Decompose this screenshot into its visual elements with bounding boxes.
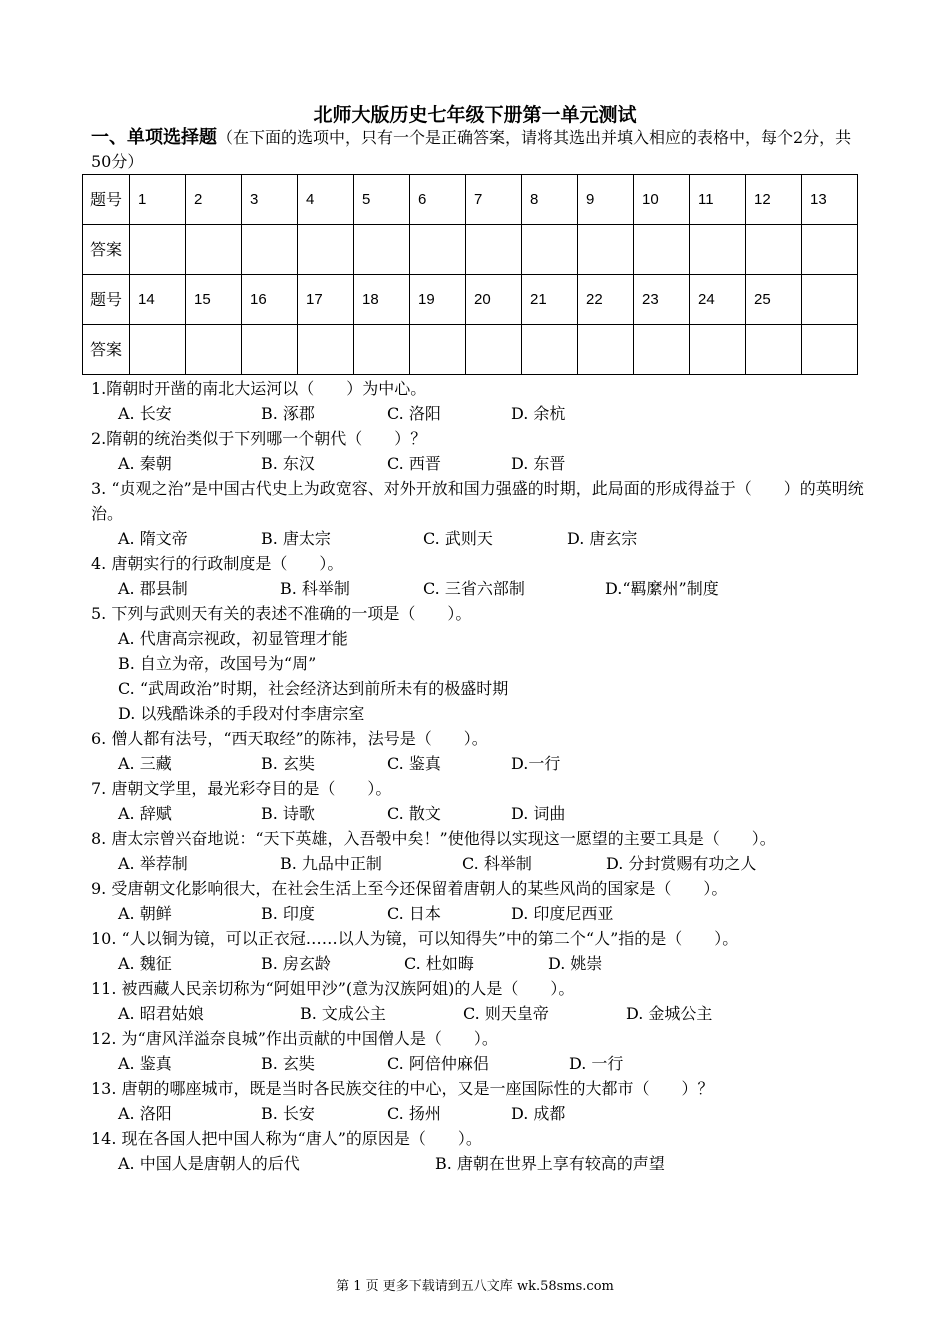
question-number-cell: 5 (354, 175, 410, 225)
question-number-cell: 7 (466, 175, 522, 225)
option: D. 金城公主 (626, 1004, 713, 1023)
options-2 (91, 451, 871, 476)
question-number-cell: 3 (242, 175, 298, 225)
options-1 (91, 401, 871, 426)
answer-cell[interactable] (522, 225, 578, 275)
option: D. 余杭 (511, 404, 566, 423)
question-12: 12. 为“唐风洋溢奈良城”作出贡献的中国僧人是（ ）。 (91, 1029, 498, 1048)
answer-row (83, 325, 858, 375)
answer-cell[interactable] (298, 225, 354, 275)
question-14: 14. 现在各国人把中国人称为“唐人”的原因是（ ）。 (91, 1129, 482, 1148)
option: B. 唐朝在世界上享有较高的声望 (435, 1154, 665, 1173)
question-6: 6. 僧人都有法号，“西天取经”的陈祎，法号是（ ）。 (91, 729, 488, 748)
option: C. 散文 (387, 804, 441, 823)
question-number-header: 题号 (83, 175, 130, 225)
answer-cell[interactable] (634, 325, 690, 375)
options-12 (91, 1051, 871, 1076)
question-3: 3. “贞观之治”是中国古代史上为政宽容、对外开放和国力强盛的时期，此局面的形成得益于（ ）的英明统治。 (91, 479, 864, 523)
page-title: 北师大版历史七年级下册第一单元测试 (313, 104, 637, 126)
option: B. 科举制 (280, 579, 350, 598)
question-number-header: 题号 (83, 275, 130, 325)
options-3 (91, 526, 871, 551)
option: A. 朝鲜 (118, 904, 172, 923)
option: D. 唐玄宗 (567, 529, 638, 548)
answer-cell[interactable] (298, 325, 354, 375)
question-number-cell: 10 (634, 175, 690, 225)
question-number-cell: 13 (802, 175, 858, 225)
question-number-cell: 18 (354, 275, 410, 325)
question-13: 13. 唐朝的哪座城市，既是当时各民族交往的中心，又是一座国际性的大都市（ ）？ (91, 1079, 714, 1098)
options-6 (91, 751, 871, 776)
option: D. 姚崇 (548, 954, 603, 973)
question-8: 8. 唐太宗曾兴奋地说：“天下英雄，入吾彀中矣！”使他得以实现这一愿望的主要工具是（ ）。 (91, 829, 776, 848)
option: D. 一行 (569, 1054, 624, 1073)
question-number-cell: 4 (298, 175, 354, 225)
answer-cell[interactable] (186, 225, 242, 275)
option: A. 代唐高宗视政，初显管理才能 (118, 629, 348, 648)
answer-cell[interactable] (802, 325, 858, 375)
option: B. 涿郡 (261, 404, 315, 423)
option: C. 阿倍仲麻侣 (387, 1054, 489, 1073)
question-number-row (83, 175, 858, 225)
question-number-cell: 24 (690, 275, 746, 325)
option: C. 扬州 (387, 1104, 441, 1123)
answer-cell[interactable] (354, 325, 410, 375)
question-5: 5. 下列与武则天有关的表述不准确的一项是（ ）。 (91, 604, 472, 623)
option: B. 东汉 (261, 454, 315, 473)
question-2: 2.隋朝的统治类似于下列哪一个朝代（ ）？ (91, 429, 427, 448)
option: B. 长安 (261, 1104, 315, 1123)
question-list (91, 376, 871, 1176)
option: A. 昭君姑娘 (118, 1004, 204, 1023)
answer-header: 答案 (83, 325, 130, 375)
question-number-cell: 23 (634, 275, 690, 325)
option: A. 魏征 (118, 954, 172, 973)
question-number-cell (802, 275, 858, 325)
option: B. 房玄龄 (261, 954, 331, 973)
option: D. 以残酷诛杀的手段对付李唐宗室 (118, 704, 365, 723)
answer-cell[interactable] (410, 325, 466, 375)
option: D. 成都 (511, 1104, 566, 1123)
option: C. 则天皇帝 (463, 1004, 549, 1023)
option: C. 洛阳 (387, 404, 441, 423)
option: D. 分封赏赐有功之人 (606, 854, 757, 873)
answer-header: 答案 (83, 225, 130, 275)
options-11 (91, 1001, 871, 1026)
question-number-cell: 20 (466, 275, 522, 325)
answer-cell[interactable] (354, 225, 410, 275)
question-number-cell: 25 (746, 275, 802, 325)
option: A. 辞赋 (118, 804, 172, 823)
question-4: 4. 唐朝实行的行政制度是（ ）。 (91, 554, 344, 573)
options-9 (91, 901, 871, 926)
answer-cell[interactable] (578, 325, 634, 375)
answer-row (83, 225, 858, 275)
answer-cell[interactable] (746, 325, 802, 375)
page-footer: 第 1 页 更多下载请到五八文库 wk.58sms.com (336, 1279, 614, 1294)
option: A. 中国人是唐朝人的后代 (118, 1154, 300, 1173)
answer-cell[interactable] (634, 225, 690, 275)
options-4 (91, 576, 871, 601)
question-number-cell: 8 (522, 175, 578, 225)
question-number-cell: 9 (578, 175, 634, 225)
answer-cell[interactable] (802, 225, 858, 275)
question-number-cell: 11 (690, 175, 746, 225)
option: D.一行 (511, 754, 561, 773)
option: A. 洛阳 (118, 1104, 172, 1123)
question-number-cell: 16 (242, 275, 298, 325)
option: A. 举荐制 (118, 854, 188, 873)
question-7: 7. 唐朝文学里，最光彩夺目的是（ ）。 (91, 779, 392, 798)
options-7 (91, 801, 871, 826)
option: C. 西晋 (387, 454, 441, 473)
question-number-cell: 21 (522, 275, 578, 325)
question-number-cell: 17 (298, 275, 354, 325)
question-1: 1.隋朝时开凿的南北大运河以（ ）为中心。 (91, 379, 427, 398)
option: B. 文成公主 (300, 1004, 386, 1023)
option: A. 三藏 (118, 754, 172, 773)
option: B. 自立为帝，改国号为“周” (118, 654, 317, 673)
question-number-cell: 14 (130, 275, 186, 325)
option: B. 玄奘 (261, 1054, 315, 1073)
answer-cell[interactable] (690, 325, 746, 375)
option: C. 科举制 (462, 854, 532, 873)
option: B. 唐太宗 (261, 529, 331, 548)
question-number-row (83, 275, 858, 325)
answer-table (82, 174, 858, 375)
question-number-cell: 6 (410, 175, 466, 225)
answer-cell[interactable] (130, 225, 186, 275)
question-number-cell: 22 (578, 275, 634, 325)
options-13 (91, 1101, 871, 1126)
question-10: 10. “人以铜为镜，可以正衣冠……以人为镜，可以知得失”中的第二个“人”指的是（ ）。 (91, 929, 739, 948)
question-11: 11. 被西藏人民亲切称为“阿姐甲沙”(意为汉族阿姐)的人是（ ）。 (91, 979, 575, 998)
answer-cell[interactable] (130, 325, 186, 375)
question-number-cell: 12 (746, 175, 802, 225)
option: B. 玄奘 (261, 754, 315, 773)
option: B. 印度 (261, 904, 315, 923)
option: C. 武则天 (423, 529, 493, 548)
option: C. 杜如晦 (404, 954, 474, 973)
answer-cell[interactable] (242, 325, 298, 375)
question-number-cell: 2 (186, 175, 242, 225)
section-title: 一、单项选择题 (91, 127, 217, 148)
question-number-cell: 19 (410, 275, 466, 325)
answer-cell[interactable] (410, 225, 466, 275)
option: D. 印度尼西亚 (511, 904, 614, 923)
option: C. 鉴真 (387, 754, 441, 773)
option: C. 三省六部制 (423, 579, 525, 598)
answer-cell[interactable] (466, 325, 522, 375)
option: A. 郡县制 (118, 579, 188, 598)
options-8 (91, 851, 871, 876)
question-number-cell: 1 (130, 175, 186, 225)
option: A. 长安 (118, 404, 172, 423)
options-10 (91, 951, 871, 976)
option: A. 鉴真 (118, 1054, 172, 1073)
option: B. 诗歌 (261, 804, 315, 823)
option: B. 九品中正制 (280, 854, 382, 873)
answer-cell[interactable] (186, 325, 242, 375)
answer-cell[interactable] (746, 225, 802, 275)
options-14 (91, 1151, 871, 1176)
answer-cell[interactable] (690, 225, 746, 275)
option: C. “武周政治”时期，社会经济达到前所未有的极盛时期 (118, 679, 509, 698)
option: D. 词曲 (511, 804, 566, 823)
option: A. 隋文帝 (118, 529, 188, 548)
section-header (91, 126, 866, 174)
option: A. 秦朝 (118, 454, 172, 473)
answer-cell[interactable] (522, 325, 578, 375)
answer-cell[interactable] (578, 225, 634, 275)
option: D. 东晋 (511, 454, 566, 473)
section-instructions: （在下面的选项中，只有一个是正确答案，请将其选出并填入相应的表格中，每个2分，共50分） (91, 128, 852, 171)
option: C. 日本 (387, 904, 441, 923)
question-9: 9. 受唐朝文化影响很大，在社会生活上至今还保留着唐朝人的某些风尚的国家是（ ）。 (91, 879, 728, 898)
answer-cell[interactable] (466, 225, 522, 275)
answer-cell[interactable] (242, 225, 298, 275)
question-number-cell: 15 (186, 275, 242, 325)
option: D.“羁縻州”制度 (605, 579, 719, 598)
